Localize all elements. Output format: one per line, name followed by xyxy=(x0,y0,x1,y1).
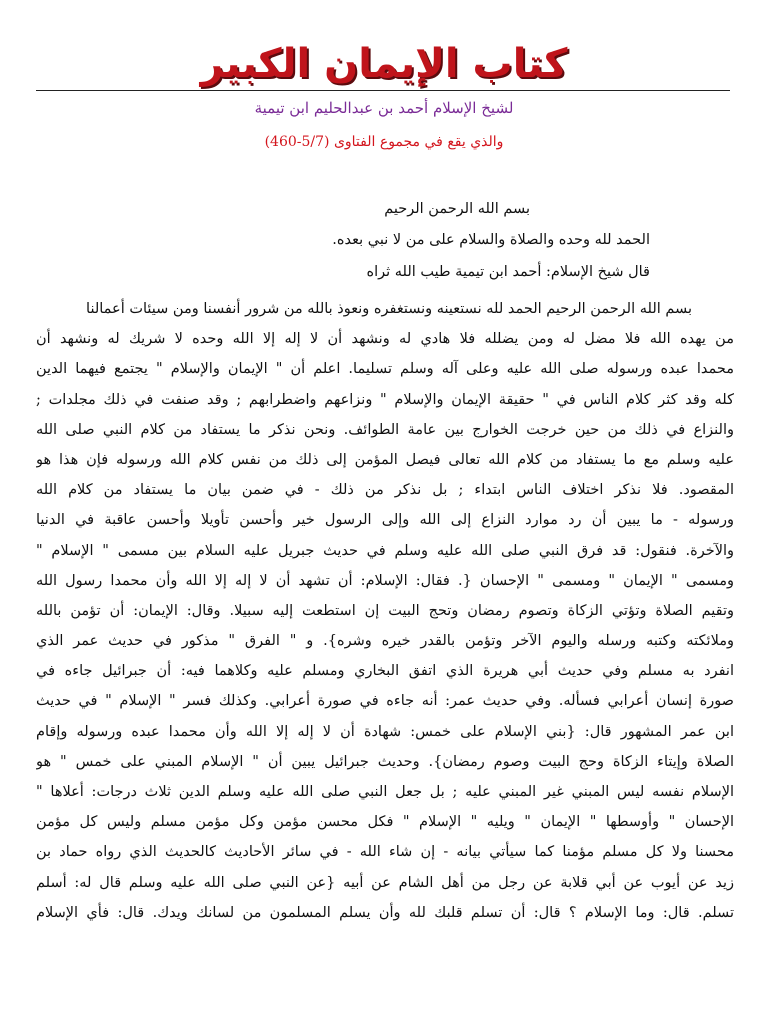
attribution-line: قال شيخ الإسلام: أحمد ابن تيمية طيب الله ثراه xyxy=(366,264,650,280)
body-text-line: من يهده الله فلا مضل له ومن يضلله فلا هادي له ونشهد أن لا إله إلا الله وحده لا شريك له ونشهد أن xyxy=(36,331,734,348)
body-text-line: زيد عن أيوب عن أبي قلابة عن رجل من أهل الشام عن أبيه {عن النبي صلى الله عليه وسلم قال له: أسلم xyxy=(36,874,734,891)
body-text-line: وتقيم الصلاة وتؤتي الزكاة وتصوم رمضان وتحج البيت إن استطعت إليه سبيلا. وقال: الإيمان: أن تؤمن بالله xyxy=(36,602,734,619)
body-text-line: انفرد به مسلم وفي حديث أبي هريرة الذي اتفق البخاري ومسلم عليه وكلاهما فيه: أن جبرائيل جاءه في xyxy=(36,663,734,680)
source-reference: والذي يقع في مجموع الفتاوى (5/7-460) xyxy=(264,134,504,150)
book-title: كتاب الإيمان الكبير xyxy=(200,41,568,87)
body-text-line: محمدا عبده ورسوله صلى الله عليه وعلى آله وسلم تسليما. اعلم أن " الإيمان والإسلام " يجتمع فيهما الدين xyxy=(36,361,734,378)
body-text-line: ومسمى " الإيمان " ومسمى " الإحسان {. فقال: الإسلام: أن تشهد أن لا إله إلا الله وأن محمدا رسول الله xyxy=(36,572,734,589)
title-divider xyxy=(36,90,730,91)
body-text-line: صورة إنسان أعرابي فسأله. وفي حديث عمر: أنه جاءه في صورة أعرابي. وكذلك فسر " الإسلام " في حديث xyxy=(36,693,734,710)
basmala-line: بسم الله الرحمن الرحيم xyxy=(384,201,530,217)
body-text-line: والآخرة. فنقول: قد فرق النبي صلى الله عليه وسلم في حديث جبريل عليه السلام بين مسمى " الإسلام " xyxy=(36,542,734,559)
body-text-line: وملائكته وكتبه ورسله واليوم الآخر وتؤمن بالقدر خيره وشره}. و " الفرق " مذكور في حديث عمر الذي xyxy=(36,633,734,650)
author-line: لشيخ الإسلام أحمد بن عبدالحليم ابن تيمية xyxy=(254,99,514,117)
hamd-line: الحمد لله وحده والصلاة والسلام على من لا نبي بعده. xyxy=(332,232,650,248)
body-text-line: كله وقد كثر كلام الناس في " حقيقة الإيمان والإسلام " ونزاعهم واضطرابهم ; وقد صنفت في ذلك مجلدات ; xyxy=(36,391,734,408)
body-text-line: الإحسان " وأوسطها " الإيمان " ويليه " الإسلام " فكل محسن مؤمن وكل مؤمن مسلم وليس كل مؤمن xyxy=(36,814,734,831)
body-text-line: بسم الله الرحمن الرحيم الحمد لله نستعينه ونستغفره ونعوذ بالله من شرور أنفسنا ومن سيئات أعمالنا xyxy=(86,301,692,317)
body-text-line: تسلم. قال: وما الإسلام ؟ قال: أن تسلم قلبك لله وأن يسلم المسلمون من لسانك ويدك. قال: فأي الإسلام xyxy=(36,904,734,921)
body-text-line: محسنا ولا كل مسلم مؤمنا كما سيأتي بيانه - إن شاء الله - في سائر الأحاديث كالحديث الذي رواه حماد بن xyxy=(36,844,734,861)
body-text-line: ابن عمر المشهور قال: {بني الإسلام على خمس: شهادة أن لا إله إلا الله وأن محمدا عبده ورسوله وإقام xyxy=(36,723,734,740)
body-text-line: والنزاع في ذلك من حين خرجت الخوارج بين عامة الطوائف. ونحن نذكر ما يستفاد من كلام النبي صلى الله xyxy=(36,421,734,438)
body-text-line: المقصود. فلا نذكر اختلاف الناس ابتداء ; بل نذكر من ذلك - في ضمن بيان ما يستفاد من كلام الله xyxy=(36,482,734,499)
body-text-line: الإسلام نفسه ليس المبني غير المبني عليه ; بل جعل النبي صلى الله عليه وسلم الدين ثلاث درجات: أعلاها " xyxy=(36,784,734,800)
body-text-line: عليه وسلم مع ما يستفاد من كلام الله تعالى فيصل المؤمن إلى ذلك من نفس كلام الله ورسوله فإن هذا هو xyxy=(36,451,734,468)
body-text-line: ورسوله - ما يبين أن رد موارد النزاع إلى الله وإلى الرسول خير وأحسن تأويلا وأحسن عاقبة في الدنيا xyxy=(36,512,734,529)
body-text-line: الصلاة وإيتاء الزكاة وحج البيت وصوم رمضان}. وحديث جبرائيل يبين أن " الإسلام المبني على خمس " هو xyxy=(36,753,734,770)
body-text xyxy=(36,294,734,1018)
